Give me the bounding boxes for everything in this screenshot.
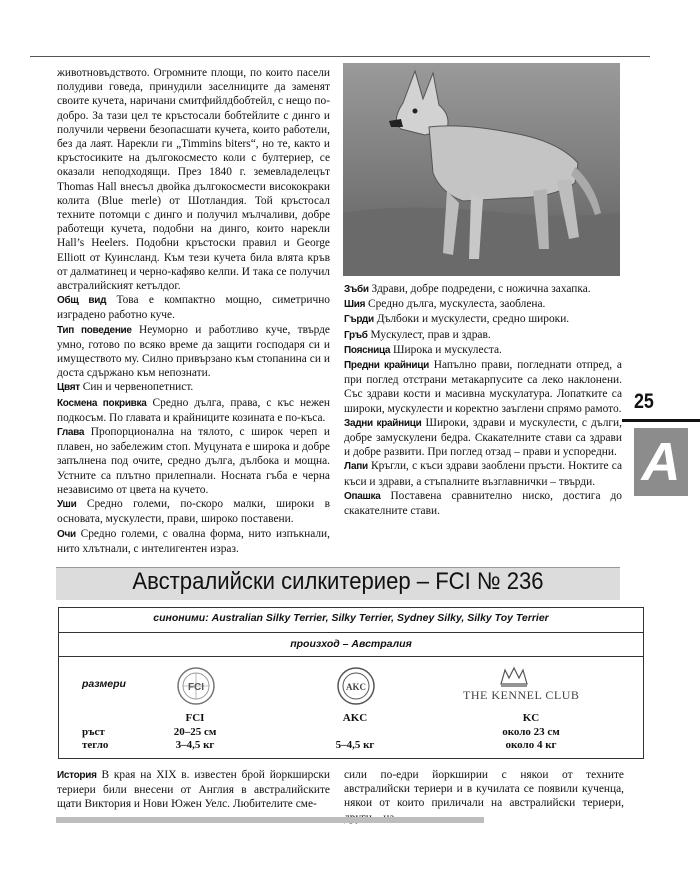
chest-section <box>344 312 622 327</box>
left-column <box>57 66 330 556</box>
back-label: Гръб <box>344 329 368 341</box>
cattle-dog-illustration <box>343 63 620 276</box>
row-height-fci: 20–25 см <box>173 726 217 738</box>
coat-label: Космена покривка <box>57 397 147 409</box>
ears-section <box>57 497 330 526</box>
origin-line: произход – Австралия <box>290 638 412 650</box>
ears-label: Уши <box>57 499 77 511</box>
color-label: Цвят <box>57 382 80 394</box>
general-text: Това е компактно мощно, симетрично изградено работно куче. <box>57 294 330 322</box>
chest-text: Дълбоки и мускулести, средно широки. <box>376 313 570 326</box>
row-weight-label: тегло <box>82 739 109 751</box>
info-divider-1 <box>58 632 644 633</box>
color-text: Син и червенопетнист. <box>82 381 194 394</box>
forelimbs-text: Напълно прави, погледнати отпред, а при поглед отстрани метакарпусите са леко наклонени. Със здрави кости и масивна мускулатура. Лопатките са широки, мускулести и коректно заъглени спрямо рамото. <box>344 359 622 415</box>
eyes-text: Средно големи, с овална форма, нито изпъкнали, нито хлътнали, с интелигентен израз. <box>57 527 330 555</box>
teeth-label: Зъби <box>344 284 369 295</box>
loin-text: Широка и мускулеста. <box>393 343 502 356</box>
dog-photo <box>343 63 620 276</box>
neck-section <box>344 297 622 312</box>
teeth-text: Здрави, добре подредени, с ножична захапка. <box>371 283 591 295</box>
hindlimbs-text: Широки, здрави и мускулести, с дълги, добре замускулени бедра. Скакателните стави са здрави и добре развити. При поглед отзад – прави и успоредни. <box>344 416 622 459</box>
history-label: История <box>57 770 97 781</box>
paws-section <box>344 459 622 488</box>
head-text: Пропорционална на тялото, с широк череп и плавен, но забележим стоп. Муцуната е широка и добре запълнена под очите, средно дълга, дълбока и мощна. Устните са плътно прилепнали. Носната гъба е черна независимо от цвета на кучето. <box>57 426 330 496</box>
intro-paragraph: животновъдството. Огромните площи, по които пасели полудиви говеда, принудили заселниците да заменят своите кучета, наричани смитфийлдбобтейл, с нещо по-добро. За тази цел те кръстосали бобтейлите с динго и получили червени безопасшати кучета, които работели, без да лаят. Нарекли ги „Timmins biters“, но те, както и кръстосиките на дългокосместо коли с бултериер, се оказали неподходящи. През 1840 г. земевладелецът Thomas Hall внесъл двойка дългокосмести висококраки колита (Blue merle) от Шотландия. Той кръстосал техните потомци с динго и получил мълчаливи, добре работещи кучета, подобни на динго, които нарекли Hall’s Heelers. Подобни кръстоски правил и George Elliott от Куинсланд. Към тези кучета била влята кръв от далматинец и черно-кафяво келпи. И така се получил австралийският кетълдог. <box>57 67 330 293</box>
neck-label: Шия <box>344 299 366 311</box>
tail-section <box>344 489 622 518</box>
row-weight-kc: около 4 кг <box>505 739 557 751</box>
synonyms-line: синоними: Australian Silky Terrier, Silky Terrier, Sydney Silky, Silky Toy Terrier <box>153 612 549 624</box>
row-height-kc: около 23 см <box>502 726 560 738</box>
sizes-label: размери <box>82 678 126 690</box>
breed-title: Австралийски силкитериер – FCI № 236 <box>132 568 544 595</box>
header-kc: KC <box>522 712 540 724</box>
top-rule <box>30 56 650 57</box>
neck-text: Средно дълга, мускулеста, заоблена. <box>368 298 546 311</box>
row-height-label: ръст <box>82 726 105 738</box>
eyes-section <box>57 527 330 556</box>
coat-text: Средно дълга, права, с къс нежен подкосъм. По главата и крайниците козината е по-къса. <box>57 396 330 424</box>
forelimbs-section <box>344 358 622 416</box>
coat-section <box>57 396 330 425</box>
right-column <box>344 282 622 518</box>
row-weight-akc: 5–4,5 кг <box>335 739 375 751</box>
eyes-label: Очи <box>57 528 76 540</box>
behavior-text: Неуморно и работливо куче, твърде умно, готово по всяко време да защити господаря си и имуществото му. Силно привързано към стопанина си и доста сдържано към непознати. <box>57 323 330 380</box>
ears-text: Средно големи, по-скоро малки, широки в основата, мускулести, прави, широко поставени. <box>57 498 330 526</box>
history-text-left: В края на XIX в. известен брой йоркширски териери били внесени от Англия в австралийските щати Виктория и Нови Южен Уелс. Любителите сме- <box>57 769 330 811</box>
loin-label: Поясница <box>344 344 391 356</box>
kennel-club-logo-text: THE KENNEL CLUB <box>463 688 580 702</box>
row-weight-fci: 3–4,5 кг <box>175 739 215 751</box>
loin-section <box>344 343 622 358</box>
general-section <box>57 293 330 322</box>
general-label: Общ вид <box>57 295 107 307</box>
history-left <box>57 768 330 812</box>
akc-logo-text: AKC <box>346 682 366 692</box>
fci-logo <box>176 666 216 711</box>
back-section <box>344 328 622 343</box>
hindlimbs-label: Задни крайници <box>344 417 422 429</box>
hindlimbs-section <box>344 416 622 460</box>
color-section <box>57 380 330 395</box>
header-fci: FCI <box>185 712 205 724</box>
fci-logo-text: FCI <box>187 682 205 693</box>
info-divider-2 <box>58 656 644 657</box>
behavior-section <box>57 323 330 381</box>
forelimbs-label: Предни крайници <box>344 360 429 372</box>
tail-text: Поставена сравнително ниско, достига до скакателните стави. <box>344 489 622 518</box>
paws-text: Кръгли, с къси здрави заоблени пръсти. Ноктите са къси и здрави, а стъпалните възглавнички – твърди. <box>344 460 622 488</box>
section-letter-tab: А <box>634 428 688 496</box>
page-number: 25 <box>634 390 654 413</box>
tail-label: Опашка <box>344 490 381 502</box>
akc-logo <box>336 666 376 711</box>
page-number-rule <box>622 419 700 422</box>
header-akc: AKC <box>342 712 368 724</box>
chest-label: Гърди <box>344 314 374 326</box>
head-section <box>57 425 330 497</box>
teeth-section <box>344 282 622 297</box>
behavior-label: Тип поведение <box>57 324 132 336</box>
paws-label: Лапи <box>344 461 368 473</box>
history-right: сили по-едри йоркширии с някои от техните австралийски териери и в кучилата се появили кученца, някои от които приличали на австралийски териери, <box>344 769 624 810</box>
bottom-decorative-bar <box>56 817 484 823</box>
head-label: Глава <box>57 427 85 439</box>
back-text: Мускулест, прав и здрав. <box>370 328 491 341</box>
